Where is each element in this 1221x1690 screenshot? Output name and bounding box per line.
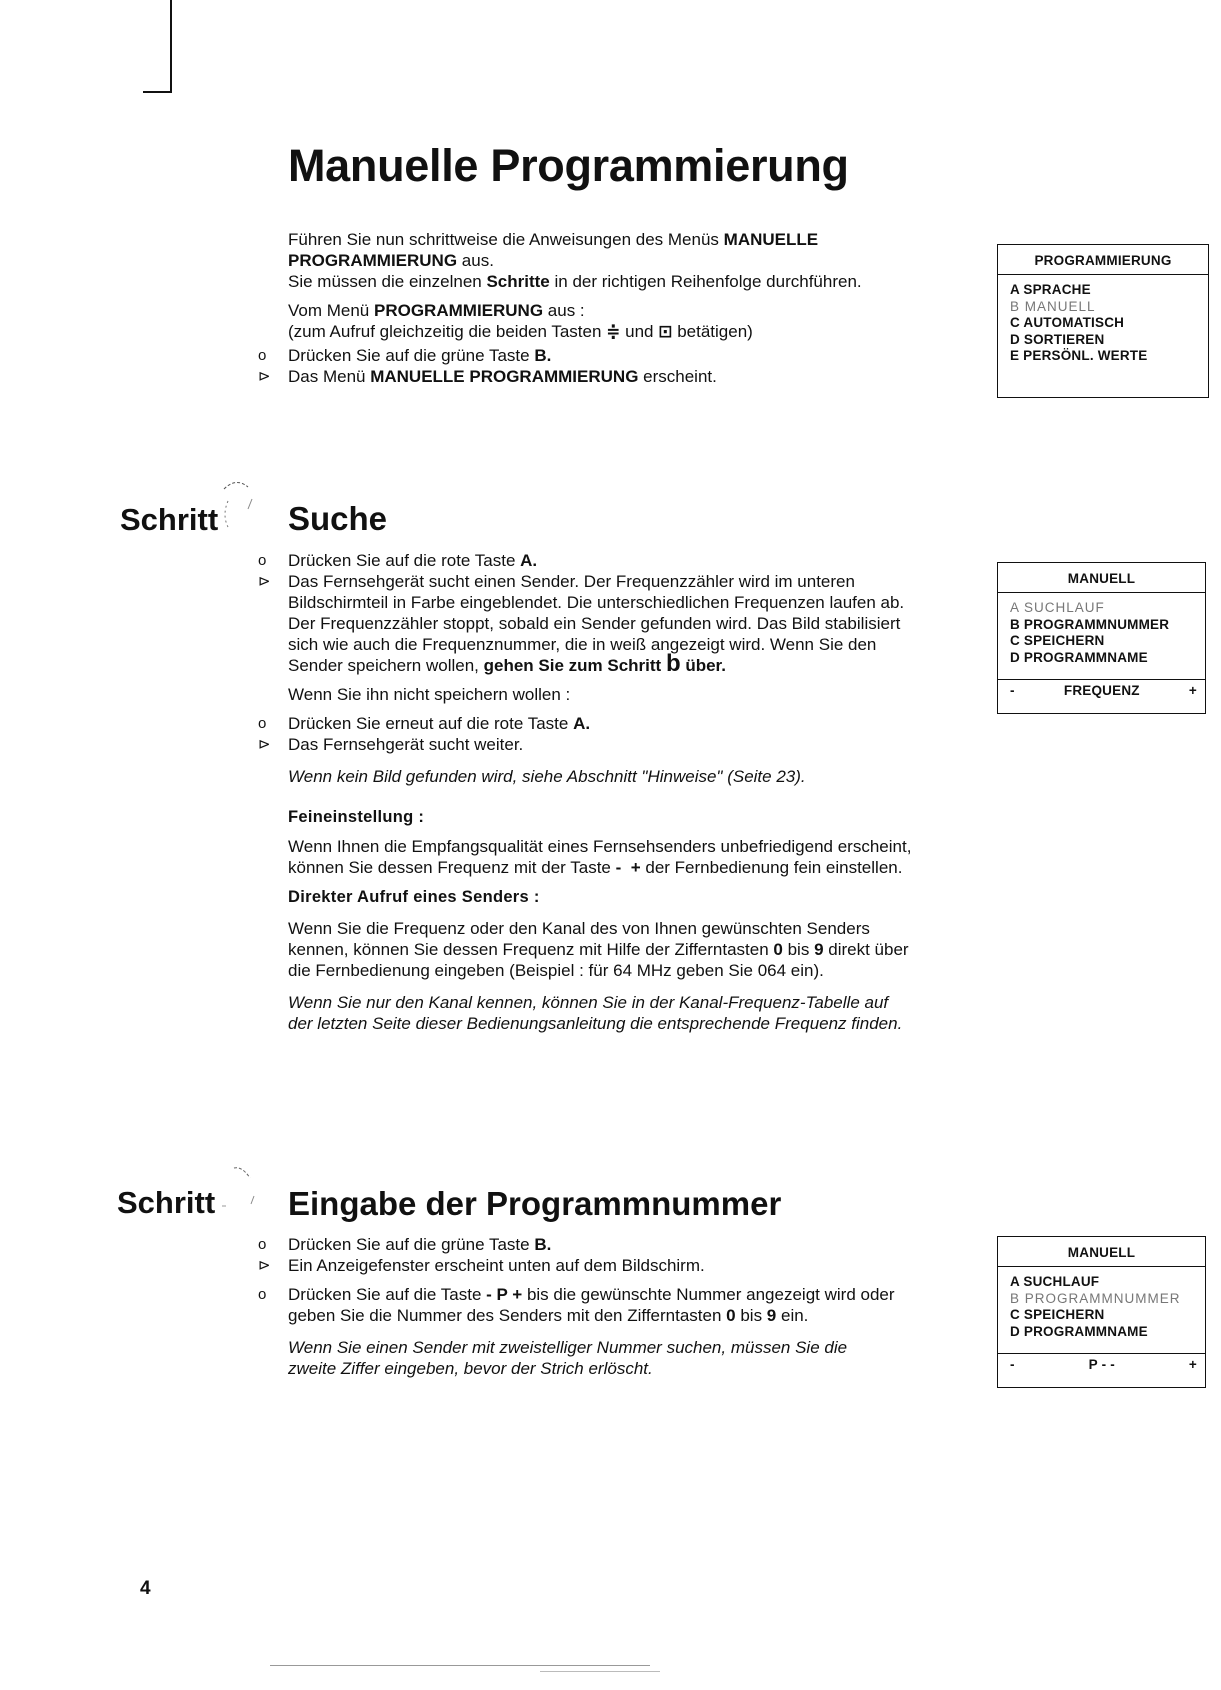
menu-list bbox=[998, 593, 1205, 679]
menu-item: C SPEICHERN bbox=[1010, 1307, 1105, 1322]
step1-result-1: ⊳ Das Fernsehgerät sucht einen Sender. Der Frequenzzähler wird im unteren Bildschirmteil in Farbe eingeblendet. Die unterschiedlichen Frequenzen laufen ab. Der Frequenzzähler stoppt, sobald ein Sender gefunden wird. Das Bild stabilisiert sich wie auch die Frequenznummer, die in weiß angezeigt wird. Wenn Sie den Sender speichern wollen, gehen Sie zum Schritt b über. bbox=[258, 572, 905, 677]
menu-item: D SORTIEREN bbox=[1010, 331, 1105, 347]
bullet-icon: o bbox=[258, 1286, 267, 1303]
crop-mark-vertical bbox=[170, 0, 172, 92]
menu-list bbox=[998, 275, 1208, 365]
menu-key-icon: ⊡ bbox=[658, 322, 673, 341]
menu-manuell-frequency bbox=[997, 562, 1206, 714]
direct-call-text: Wenn Sie die Frequenz oder den Kanal des von Ihnen gewünschten Senders kennen, können Sie dessen Frequenz mit Hilfe der Zifferntasten 0 bis 9 direkt über die Fernbedienung eingeben (Beispiel : für 64 MHz geben Sie 064 ein). bbox=[288, 919, 909, 980]
step-label: Schritt bbox=[117, 1185, 216, 1220]
intro-result: ⊳ Das Menü MANUELLE PROGRAMMIERUNG erscheint. bbox=[258, 367, 717, 386]
program-number-display: P - - bbox=[1088, 1357, 1115, 1372]
step1-result-2: ⊳ Das Fernsehgerät sucht weiter. bbox=[258, 735, 524, 754]
menu-item: D PROGRAMMNAME bbox=[1010, 649, 1148, 665]
step2-section bbox=[258, 1234, 988, 1379]
plus-icon: + bbox=[1188, 1357, 1197, 1372]
menu-item: C AUTOMATISCH bbox=[1010, 315, 1125, 330]
bullet-icon: o bbox=[258, 715, 267, 732]
scan-artifact bbox=[270, 1665, 650, 1666]
menu-item: A SPRACHE bbox=[1010, 282, 1091, 297]
fine-tuning-text: Wenn Ihnen die Empfangsqualität eines Fernsehsenders unbefriedigend erscheint, können Sie dessen Frequenz mit der Taste - + der Fernbedienung fein einstellen. bbox=[288, 837, 912, 877]
menu-header: PROGRAMMIERUNG bbox=[998, 245, 1208, 275]
teletext-key-icon: ≑ bbox=[606, 322, 621, 341]
intro-section bbox=[258, 229, 988, 387]
step1-bullet-2: o Drücken Sie erneut auf die rote Taste A. bbox=[258, 714, 591, 733]
result-arrow-icon: ⊳ bbox=[258, 573, 271, 590]
minus-icon: - bbox=[1010, 683, 1015, 698]
bullet-icon: o bbox=[258, 347, 267, 364]
step-label: Schritt bbox=[120, 502, 219, 537]
channel-table-note: Wenn Sie nur den Kanal kennen, können Sie in der Kanal-Frequenz-Tabelle auf der letzten Seite dieser Bedienungsanleitung die entsprechende Frequenz finden. bbox=[288, 993, 903, 1033]
step1-note: Wenn kein Bild gefunden wird, siehe Abschnitt "Hinweise" (Seite 23). bbox=[288, 767, 806, 786]
frequency-label: FREQUENZ bbox=[1063, 683, 1140, 698]
step-number-b-icon bbox=[220, 1150, 264, 1210]
step2-note: Wenn Sie einen Sender mit zweistelliger Nummer suchen, müssen Sie die zweite Ziffer eingeben, bevor der Strich erlöscht. bbox=[288, 1338, 848, 1378]
step1-no-save: Wenn Sie ihn nicht speichern wollen : bbox=[288, 685, 571, 704]
minus-plus-keys: - + bbox=[615, 858, 641, 877]
bullet-icon: o bbox=[258, 1236, 267, 1253]
step2-result-1: ⊳ Ein Anzeigefenster erscheint unten auf dem Bildschirm. bbox=[258, 1256, 705, 1275]
result-arrow-icon: ⊳ bbox=[258, 368, 271, 385]
minus-icon: - bbox=[1010, 1357, 1015, 1372]
crop-mark-horizontal bbox=[143, 91, 172, 93]
intro-line-2: PROGRAMMIERUNG aus. bbox=[288, 251, 494, 270]
menu-item: A SUCHLAUF bbox=[1010, 1274, 1100, 1289]
direct-call-heading: Direkter Aufruf eines Senders : bbox=[288, 888, 540, 906]
step-title: Suche bbox=[288, 500, 388, 537]
step1-section bbox=[258, 550, 988, 1034]
result-arrow-icon: ⊳ bbox=[258, 1257, 271, 1274]
plus-icon: + bbox=[1188, 683, 1197, 698]
menu-item: E PERSÖNL. WERTE bbox=[1010, 348, 1148, 363]
menu-item-highlighted: A SUCHLAUF bbox=[1010, 600, 1105, 615]
menu-list bbox=[998, 1267, 1205, 1353]
step2-bullet-2: o Drücken Sie auf die Taste - P + bis die gewünschte Nummer angezeigt wird oder geben Sie die Nummer des Senders mit den Zifferntasten 0 bis 9 ein. bbox=[258, 1285, 895, 1325]
page-title: Manuelle Programmierung bbox=[288, 140, 849, 191]
menu-item: B PROGRAMMNUMMER bbox=[1010, 616, 1170, 632]
step-title: Eingabe der Programmnummer bbox=[288, 1185, 782, 1222]
step2-bullet-1: o Drücken Sie auf die grüne Taste B. bbox=[258, 1235, 552, 1254]
intro-line-3: Sie müssen die einzelnen Schritte in der richtigen Reihenfolge durchführen. bbox=[288, 272, 862, 291]
intro-line-5: (zum Aufruf gleichzeitig die beiden Tasten ≑ und ⊡ betätigen) bbox=[288, 322, 753, 341]
step-reference: b bbox=[665, 650, 681, 677]
menu-header: MANUELL bbox=[998, 563, 1205, 593]
menu-item: D PROGRAMMNAME bbox=[1010, 1323, 1148, 1339]
intro-line-4: Vom Menü PROGRAMMIERUNG aus : bbox=[288, 301, 585, 320]
menu-header: MANUELL bbox=[998, 1237, 1205, 1267]
intro-line-1: Führen Sie nun schrittweise die Anweisungen des Menüs MANUELLE bbox=[288, 230, 819, 249]
menu-item: C SPEICHERN bbox=[1010, 633, 1105, 648]
step-number-a-icon bbox=[218, 475, 262, 535]
menu-item-highlighted: B PROGRAMMNUMMER bbox=[1010, 1290, 1181, 1306]
scan-artifact bbox=[540, 1671, 660, 1672]
fine-tuning-heading: Feineinstellung : bbox=[288, 808, 425, 826]
menu-footer bbox=[998, 679, 1205, 702]
intro-bullet: o Drücken Sie auf die grüne Taste B. bbox=[258, 346, 552, 365]
menu-item-highlighted: B MANUELL bbox=[1010, 298, 1096, 314]
step1-bullet-1: o Drücken Sie auf die rote Taste A. bbox=[258, 551, 538, 570]
menu-manuell-program-number bbox=[997, 1236, 1206, 1388]
result-arrow-icon: ⊳ bbox=[258, 736, 271, 753]
bullet-icon: o bbox=[258, 552, 267, 569]
menu-programmierung bbox=[997, 244, 1209, 398]
menu-footer bbox=[998, 1353, 1205, 1376]
page-number: 4 bbox=[140, 1578, 151, 1599]
